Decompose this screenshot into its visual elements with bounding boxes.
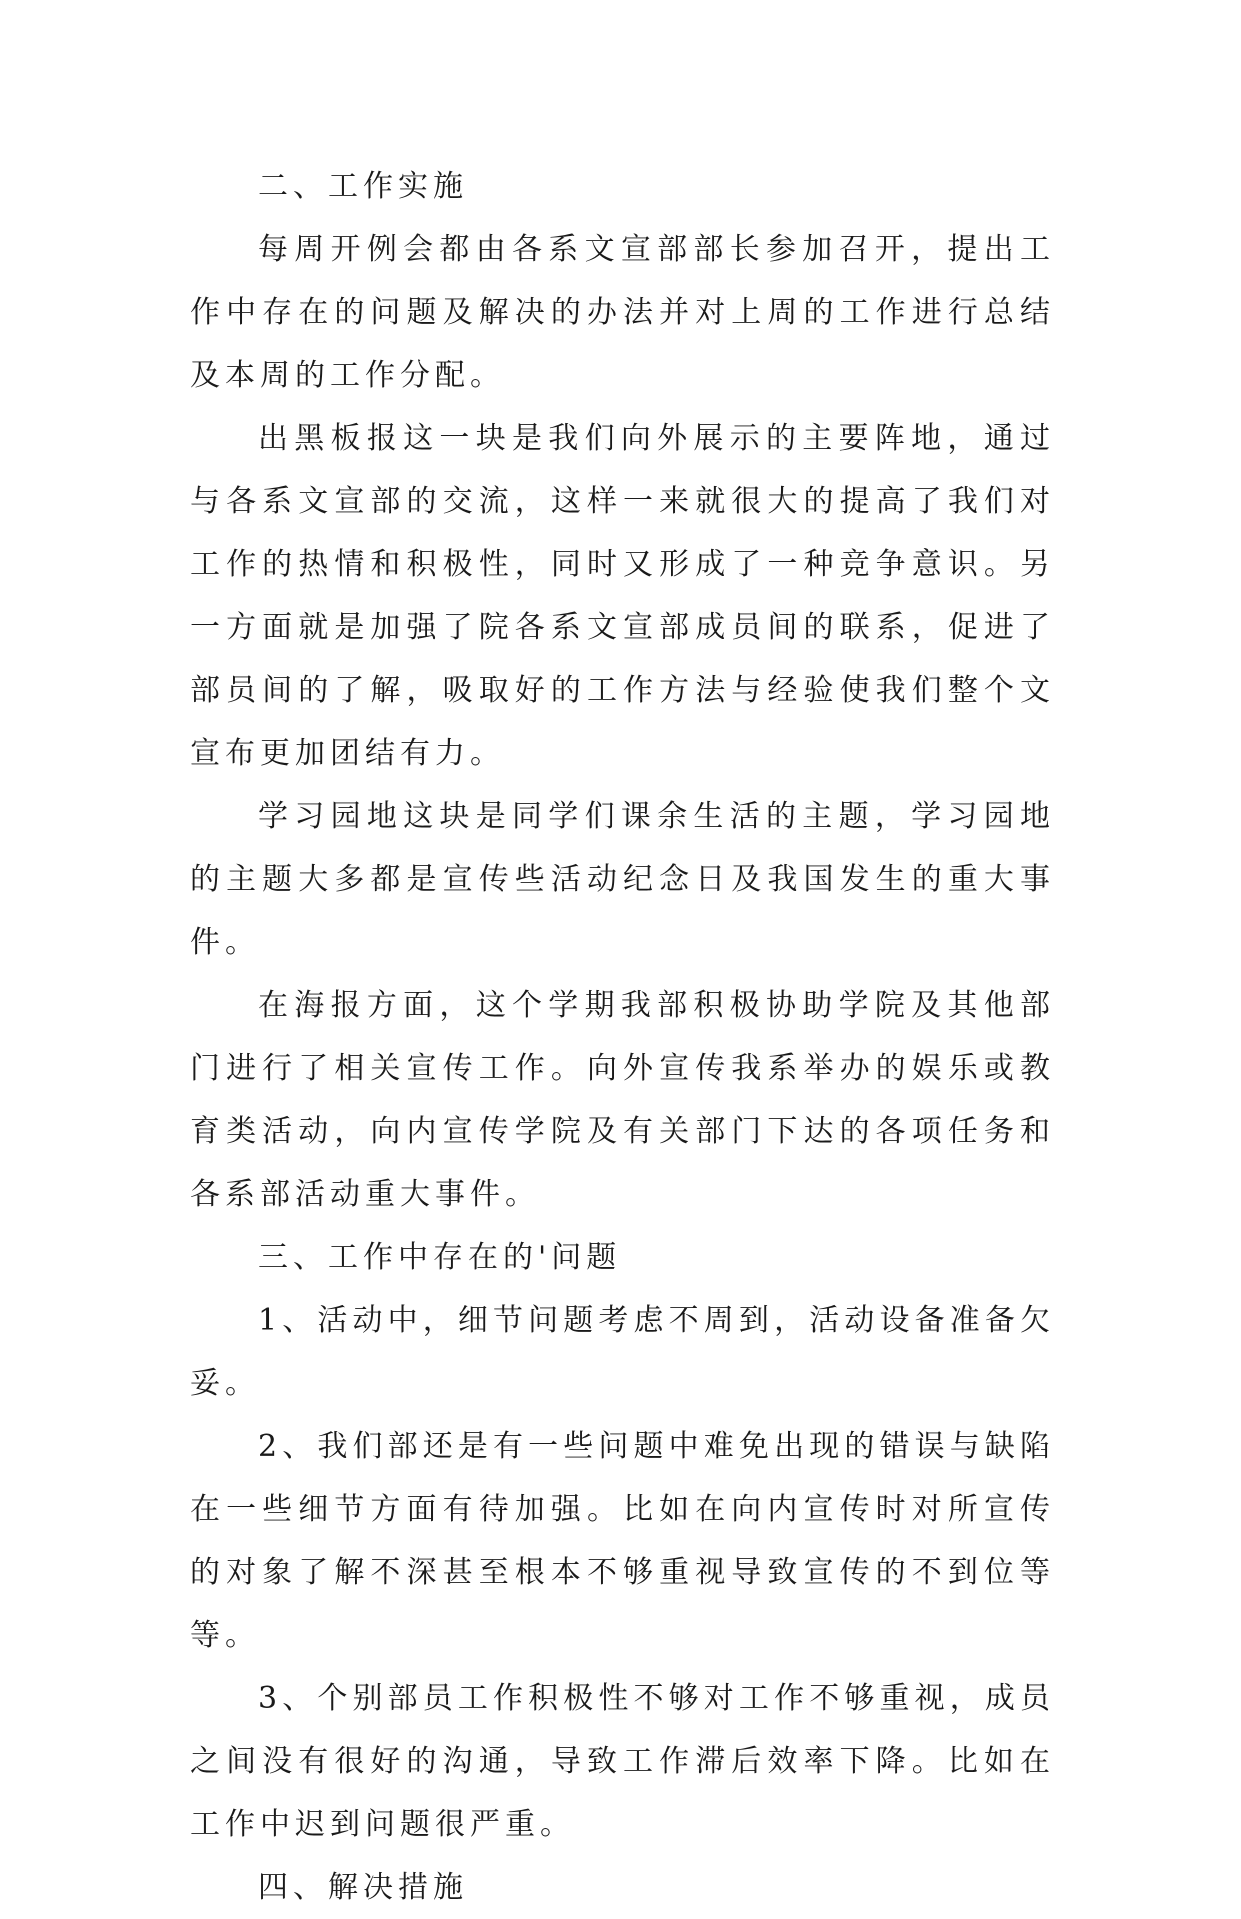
paragraph-posters: 在海报方面，这个学期我部积极协助学院及其他部门进行了相关宣传工作。向外宣传我系举办的娱乐或教育类活动，向内宣传学院及有关部门下达的各项任务和各系部活动重大事件。 <box>190 988 1055 1212</box>
list-item-problem-3: 3、个别部员工作积极性不够对工作不够重视，成员之间没有很好的沟通，导致工作滞后效率下降。比如在工作中迟到问题很严重。 <box>190 1681 1055 1842</box>
paragraph-blackboard: 出黑板报这一块是我们向外展示的主要阵地，通过与各系文宣部的交流，这样一来就很大的提高了我们对工作的热情和积极性，同时又形成了一种竞争意识。另一方面就是加强了院各系文宣部成员间的联系，促进了部员间的了解，吸取好的工作方法与经验使我们整个文宣布更加团结有力。 <box>190 421 1055 771</box>
section-heading-implementation: 二、工作实施 <box>258 169 468 204</box>
document-body <box>190 155 1055 1919</box>
paragraph-weekly-meeting: 每周开例会都由各系文宣部部长参加召开，提出工作中存在的问题及解决的办法并对上周的工作进行总结及本周的工作分配。 <box>190 232 1055 393</box>
list-item-problem-1: 1、活动中，细节问题考虑不周到，活动设备准备欠妥。 <box>190 1303 1055 1401</box>
section-heading-problems: 三、工作中存在的'问题 <box>258 1240 622 1275</box>
paragraph-study-garden: 学习园地这块是同学们课余生活的主题，学习园地的主题大多都是宣传些活动纪念日及我国发生的重大事件。 <box>190 799 1055 960</box>
section-heading-solutions: 四、解决措施 <box>258 1870 468 1905</box>
list-item-problem-2: 2、我们部还是有一些问题中难免出现的错误与缺陷在一些细节方面有待加强。比如在向内宣传时对所宣传的对象了解不深甚至根本不够重视导致宣传的不到位等等。 <box>190 1429 1055 1653</box>
